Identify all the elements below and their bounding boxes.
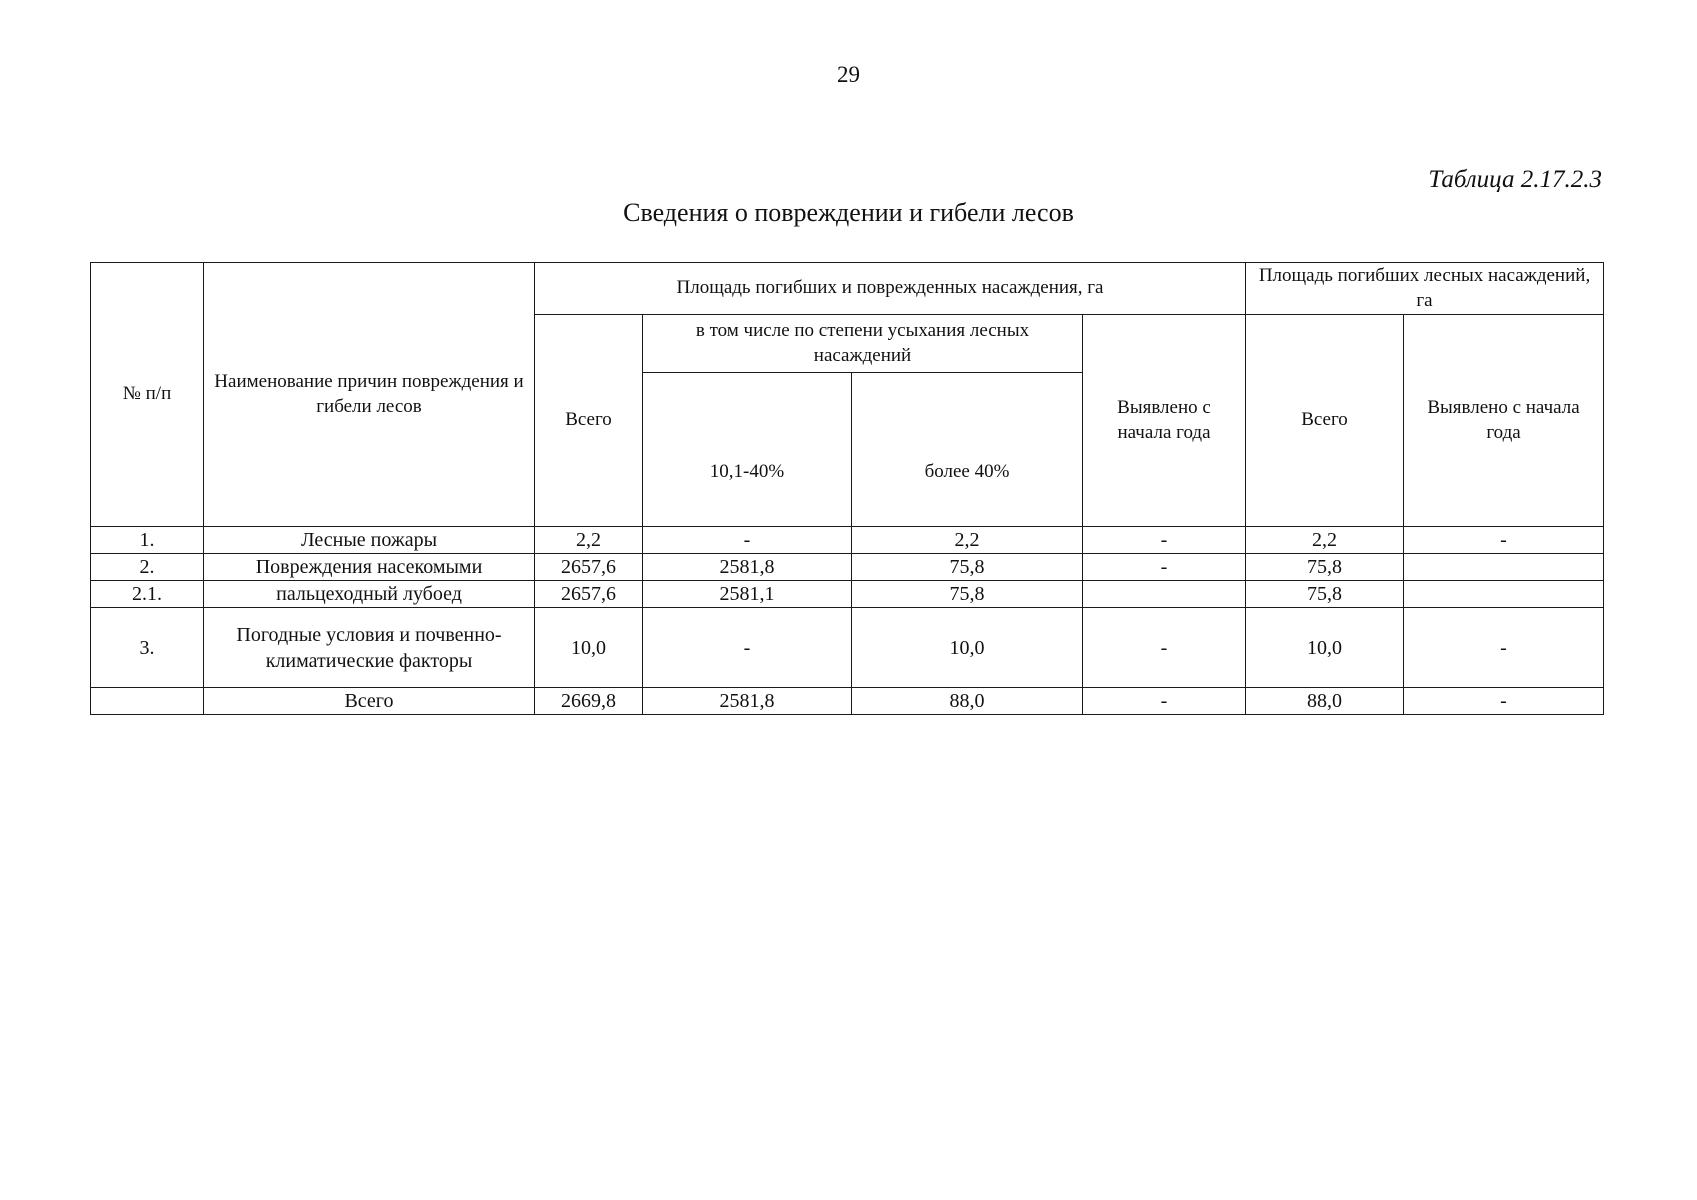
row-number: 3. <box>91 608 204 688</box>
header-degree-low: 10,1-40% <box>643 373 852 527</box>
row-dead-total: 10,0 <box>1246 608 1404 688</box>
row-total: 10,0 <box>535 608 643 688</box>
header-cause: Наименование причин повреждения и гибели лесов <box>204 263 535 527</box>
header-dead-total: Всего <box>1246 315 1404 527</box>
row-dead-detected <box>1404 581 1604 608</box>
total-row-label: Всего <box>204 688 535 715</box>
total-row-degree-low: 2581,8 <box>643 688 852 715</box>
table-row <box>91 581 1604 608</box>
row-degree-high: 75,8 <box>852 554 1083 581</box>
row-dead-detected <box>1404 554 1604 581</box>
row-number: 1. <box>91 527 204 554</box>
row-degree-high: 75,8 <box>852 581 1083 608</box>
row-degree-low: - <box>643 527 852 554</box>
row-dead-detected: - <box>1404 527 1604 554</box>
row-cause-name: пальцеходный лубоед <box>204 581 535 608</box>
header-by-degree: в том числе по степени усыхания лесных насаждений <box>643 315 1083 373</box>
header-total: Всего <box>535 315 643 527</box>
forest-damage-table <box>90 262 1604 715</box>
row-detected <box>1083 581 1246 608</box>
header-group-damaged: Площадь погибших и поврежденных насаждения, га <box>535 263 1246 315</box>
row-dead-total: 75,8 <box>1246 554 1404 581</box>
row-cause-name: Погодные условия и почвенно-климатические факторы <box>204 608 535 688</box>
row-total: 2,2 <box>535 527 643 554</box>
row-total: 2657,6 <box>535 554 643 581</box>
row-dead-detected: - <box>1404 608 1604 688</box>
row-total: 2657,6 <box>535 581 643 608</box>
total-row <box>91 688 1604 715</box>
table-row <box>91 608 1604 688</box>
row-degree-high: 2,2 <box>852 527 1083 554</box>
row-dead-total: 2,2 <box>1246 527 1404 554</box>
table-row <box>91 527 1604 554</box>
row-number: 2. <box>91 554 204 581</box>
table-title: Сведения о повреждении и гибели лесов <box>623 198 1074 227</box>
header-num: № п/п <box>91 263 204 527</box>
total-row-dead-total: 88,0 <box>1246 688 1404 715</box>
row-detected: - <box>1083 527 1246 554</box>
header-degree-high: более 40% <box>852 373 1083 527</box>
row-detected: - <box>1083 608 1246 688</box>
row-cause-name: Повреждения насекомыми <box>204 554 535 581</box>
total-row-degree-high: 88,0 <box>852 688 1083 715</box>
header-dead-detected-since-year-start: Выявлено с начала года <box>1404 315 1604 527</box>
row-number: 2.1. <box>91 581 204 608</box>
total-row-detected: - <box>1083 688 1246 715</box>
total-row-total: 2669,8 <box>535 688 643 715</box>
total-row-number <box>91 688 204 715</box>
table-row <box>91 554 1604 581</box>
row-degree-low: 2581,8 <box>643 554 852 581</box>
header-group-dead: Площадь погибших лесных насаждений, га <box>1246 263 1604 315</box>
row-dead-total: 75,8 <box>1246 581 1404 608</box>
row-cause-name: Лесные пожары <box>204 527 535 554</box>
row-detected: - <box>1083 554 1246 581</box>
table-label: Таблица 2.17.2.3 <box>1428 166 1602 193</box>
row-degree-high: 10,0 <box>852 608 1083 688</box>
row-degree-low: 2581,1 <box>643 581 852 608</box>
header-detected-since-year-start: Выявлено с начала года <box>1083 315 1246 527</box>
total-row-dead-detected: - <box>1404 688 1604 715</box>
row-degree-low: - <box>643 608 852 688</box>
page-number: 29 <box>837 62 860 87</box>
